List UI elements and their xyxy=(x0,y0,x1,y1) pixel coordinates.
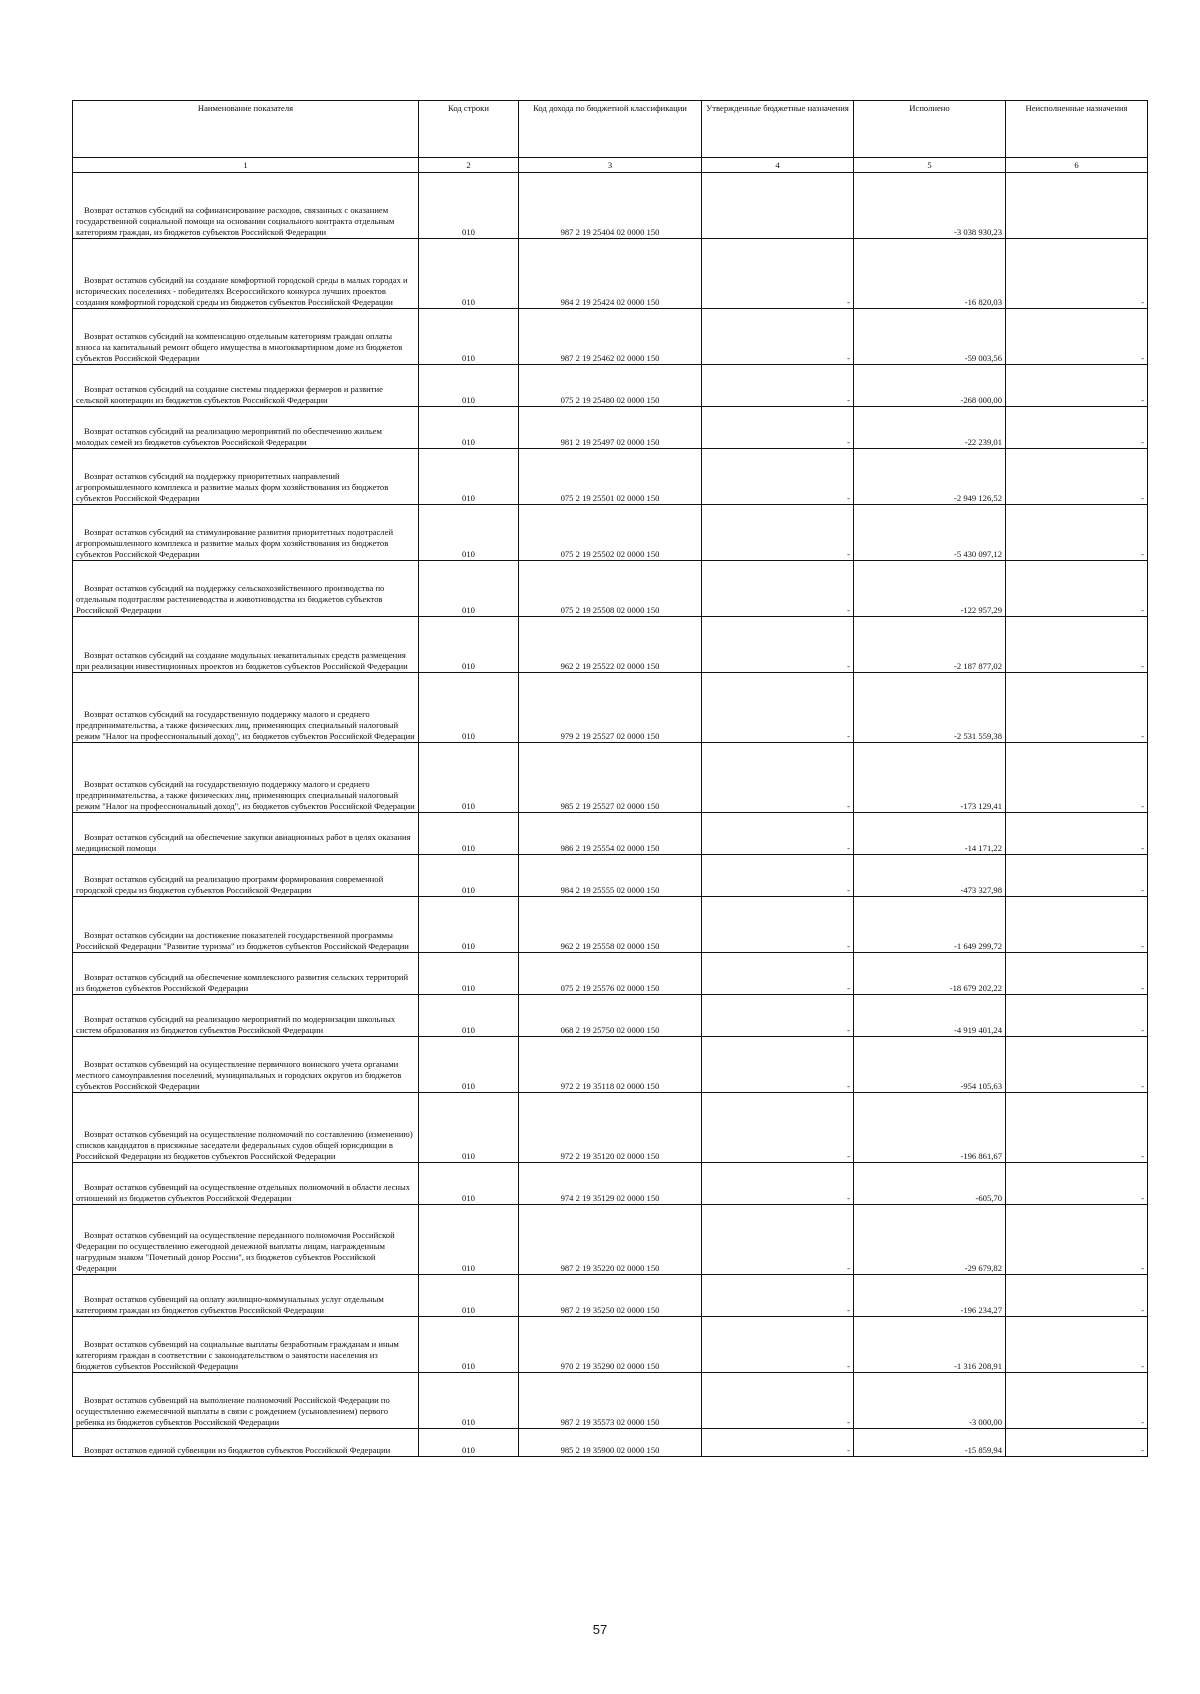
budget-code-cell: 075 2 19 25502 02 0000 150 xyxy=(519,505,702,561)
indicator-name-text: Возврат остатков субсидий на поддержку сельскохозяйственного производства по отдельным подотраслям растениеводства и животноводства из бюджетов субъектов Российской Федерации xyxy=(76,583,385,615)
executed-cell: -473 327,98 xyxy=(854,855,1006,897)
budget-code-cell: 981 2 19 25497 02 0000 150 xyxy=(519,407,702,449)
indicator-name-text: Возврат остатков субсидий на реализацию программ формирования современной городской среды из бюджетов субъектов Российской Федерации xyxy=(76,874,384,895)
page-number: 57 xyxy=(592,1622,608,1637)
approved-cell: - xyxy=(702,897,854,953)
header-unexecuted: Неисполненные назначения xyxy=(1006,101,1148,158)
unexecuted-cell: - xyxy=(1006,505,1148,561)
indicator-name-cell xyxy=(73,1429,419,1457)
indicator-name-cell xyxy=(73,1205,419,1275)
indicator-name-text: Возврат остатков субсидий на поддержку приоритетных направлений агропромышленного комплекса и развитие малых форм хозяйствования из бюджетов субъектов Российской Федерации xyxy=(76,471,389,503)
indicator-name-cell xyxy=(73,449,419,505)
budget-code-cell: 962 2 19 25558 02 0000 150 xyxy=(519,897,702,953)
approved-cell xyxy=(702,173,854,239)
indicator-name-text: Возврат остатков субсидий на создание комфортной городской среды в малых городах и исторических поселениях - победителях Всероссийского конкурса лучших проектов создания комфортной городской среды из бюджетов субъектов Российской Федерации xyxy=(76,275,408,307)
table-row xyxy=(73,407,1148,449)
approved-cell: - xyxy=(702,407,854,449)
row-code-cell: 010 xyxy=(419,813,519,855)
approved-cell: - xyxy=(702,309,854,365)
executed-cell: -122 957,29 xyxy=(854,561,1006,617)
row-code-cell: 010 xyxy=(419,617,519,673)
row-code-cell: 010 xyxy=(419,365,519,407)
executed-cell: -3 038 930,23 xyxy=(854,173,1006,239)
approved-cell: - xyxy=(702,1373,854,1429)
table-row xyxy=(73,995,1148,1037)
unexecuted-cell: - xyxy=(1006,365,1148,407)
column-number-row xyxy=(73,158,1148,173)
report-sheet xyxy=(72,100,1147,1457)
unexecuted-cell: - xyxy=(1006,561,1148,617)
executed-cell: -2 531 559,38 xyxy=(854,673,1006,743)
approved-cell: - xyxy=(702,365,854,407)
budget-execution-table xyxy=(72,100,1148,1457)
row-code-cell: 010 xyxy=(419,505,519,561)
unexecuted-cell: - xyxy=(1006,1373,1148,1429)
indicator-name-text: Возврат остатков субсидий на стимулирование развития приоритетных подотраслей агропромышленного комплекса и развитие малых форм хозяйствования из бюджетов субъектов Российской Федерации xyxy=(76,527,394,559)
approved-cell: - xyxy=(702,1317,854,1373)
budget-code-cell: 068 2 19 25750 02 0000 150 xyxy=(519,995,702,1037)
indicator-name-cell xyxy=(73,1037,419,1093)
row-code-cell: 010 xyxy=(419,673,519,743)
budget-code-cell: 985 2 19 35900 02 0000 150 xyxy=(519,1429,702,1457)
budget-code-cell: 987 2 19 25462 02 0000 150 xyxy=(519,309,702,365)
budget-code-cell: 972 2 19 35120 02 0000 150 xyxy=(519,1093,702,1163)
unexecuted-cell: - xyxy=(1006,673,1148,743)
budget-code-cell: 984 2 19 25424 02 0000 150 xyxy=(519,239,702,309)
budget-code-cell: 986 2 19 25554 02 0000 150 xyxy=(519,813,702,855)
indicator-name-cell xyxy=(73,173,419,239)
unexecuted-cell: - xyxy=(1006,617,1148,673)
table-row xyxy=(73,1093,1148,1163)
table-header-row xyxy=(73,101,1148,158)
table-row xyxy=(73,855,1148,897)
header-budget-code: Код дохода по бюджетной классификации xyxy=(519,101,702,158)
executed-cell: -1 316 208,91 xyxy=(854,1317,1006,1373)
indicator-name-cell xyxy=(73,1275,419,1317)
table-row xyxy=(73,309,1148,365)
approved-cell: - xyxy=(702,1429,854,1457)
table-row xyxy=(73,1373,1148,1429)
executed-cell: -5 430 097,12 xyxy=(854,505,1006,561)
table-row xyxy=(73,365,1148,407)
unexecuted-cell: - xyxy=(1006,309,1148,365)
indicator-name-cell xyxy=(73,561,419,617)
indicator-name-text: Возврат остатков субвенций на социальные выплаты безработным гражданам и иным категориям граждан в соответствии с законодательством о занятости населения из бюджетов субъектов Российской Федерации xyxy=(76,1339,399,1371)
approved-cell: - xyxy=(702,505,854,561)
unexecuted-cell: - xyxy=(1006,995,1148,1037)
row-code-cell: 010 xyxy=(419,561,519,617)
approved-cell: - xyxy=(702,239,854,309)
indicator-name-cell xyxy=(73,505,419,561)
unexecuted-cell: - xyxy=(1006,449,1148,505)
unexecuted-cell: - xyxy=(1006,1205,1148,1275)
approved-cell: - xyxy=(702,1275,854,1317)
indicator-name-text: Возврат остатков субсидий на реализацию мероприятий по обеспечению жильем молодых семей из бюджетов субъектов Российской Федерации xyxy=(76,426,382,447)
approved-cell: - xyxy=(702,673,854,743)
indicator-name-cell xyxy=(73,813,419,855)
column-number: 2 xyxy=(419,158,519,173)
indicator-name-text: Возврат остатков субвенций на оплату жилищно-коммунальных услуг отдельным категориям граждан из бюджетов субъектов Российской Федерации xyxy=(76,1294,384,1315)
indicator-name-text: Возврат остатков единой субвенции из бюджетов субъектов Российской Федерации xyxy=(84,1445,391,1455)
table-row xyxy=(73,897,1148,953)
approved-cell: - xyxy=(702,1093,854,1163)
indicator-name-text: Возврат остатков субсидий на компенсацию отдельным категориям граждан оплаты взноса на капитальный ремонт общего имущества в многоквартирном доме из бюджетов субъектов Российской Федерации xyxy=(76,331,403,363)
indicator-name-text: Возврат остатков субвенций на осуществление переданного полномочия Российской Федерации по осуществлению ежегодной денежной выплаты лицам, награжденным нагрудным знаком "Почетный донор России", из бюджетов субъектов Российской Федерации xyxy=(76,1230,395,1273)
approved-cell: - xyxy=(702,855,854,897)
row-code-cell: 010 xyxy=(419,953,519,995)
row-code-cell: 010 xyxy=(419,1163,519,1205)
table-row xyxy=(73,1317,1148,1373)
approved-cell: - xyxy=(702,561,854,617)
table-row xyxy=(73,617,1148,673)
budget-code-cell: 970 2 19 35290 02 0000 150 xyxy=(519,1317,702,1373)
executed-cell: -59 003,56 xyxy=(854,309,1006,365)
header-row-code: Код строки xyxy=(419,101,519,158)
unexecuted-cell: - xyxy=(1006,813,1148,855)
table-row xyxy=(73,1275,1148,1317)
unexecuted-cell: - xyxy=(1006,897,1148,953)
indicator-name-cell xyxy=(73,673,419,743)
executed-cell: -2 949 126,52 xyxy=(854,449,1006,505)
indicator-name-text: Возврат остатков субвенций на осуществление полномочий по составлению (изменению) списков кандидатов в присяжные заседатели федеральных судов общей юрисдикции в Российской Федерации из бюджетов субъектов Российской Федерации xyxy=(76,1129,413,1161)
executed-cell: -954 105,63 xyxy=(854,1037,1006,1093)
row-code-cell: 010 xyxy=(419,855,519,897)
row-code-cell: 010 xyxy=(419,1205,519,1275)
indicator-name-text: Возврат остатков субсидий на реализацию мероприятий по модернизации школьных систем образования из бюджетов субъектов Российской Федерации xyxy=(76,1014,396,1035)
executed-cell: -4 919 401,24 xyxy=(854,995,1006,1037)
row-code-cell: 010 xyxy=(419,1373,519,1429)
executed-cell: -268 000,00 xyxy=(854,365,1006,407)
indicator-name-cell xyxy=(73,617,419,673)
indicator-name-cell xyxy=(73,309,419,365)
table-row xyxy=(73,813,1148,855)
indicator-name-cell xyxy=(73,743,419,813)
approved-cell: - xyxy=(702,617,854,673)
indicator-name-text: Возврат остатков субсидий на государственную поддержку малого и среднего предпринимательства, а также физических лиц, применяющих специальный налоговый режим "Налог на профессиональный доход", из бюджетов субъектов Российской Федерации xyxy=(76,709,415,741)
table-row xyxy=(73,505,1148,561)
column-number: 4 xyxy=(702,158,854,173)
indicator-name-cell xyxy=(73,1093,419,1163)
unexecuted-cell: - xyxy=(1006,1037,1148,1093)
row-code-cell: 010 xyxy=(419,407,519,449)
indicator-name-text: Возврат остатков субсидий на софинансирование расходов, связанных с оказанием государственной социальной помощи на основании социального контракта отдельным категориям граждан, из бюджетов субъектов Российской Федерации xyxy=(76,205,395,237)
unexecuted-cell: - xyxy=(1006,1163,1148,1205)
unexecuted-cell: - xyxy=(1006,1317,1148,1373)
indicator-name-text: Возврат остатков субсидий на государственную поддержку малого и среднего предпринимательства, а также физических лиц, применяющих специальный налоговый режим "Налог на профессиональный доход", из бюджетов субъектов Российской Федерации xyxy=(76,779,415,811)
budget-code-cell: 075 2 19 25501 02 0000 150 xyxy=(519,449,702,505)
column-number: 5 xyxy=(854,158,1006,173)
row-code-cell: 010 xyxy=(419,1093,519,1163)
executed-cell: -2 187 877,02 xyxy=(854,617,1006,673)
approved-cell: - xyxy=(702,449,854,505)
executed-cell: -29 679,82 xyxy=(854,1205,1006,1275)
unexecuted-cell: - xyxy=(1006,1093,1148,1163)
unexecuted-cell: - xyxy=(1006,743,1148,813)
budget-code-cell: 987 2 19 35250 02 0000 150 xyxy=(519,1275,702,1317)
executed-cell: -22 239,01 xyxy=(854,407,1006,449)
table-row xyxy=(73,673,1148,743)
row-code-cell: 010 xyxy=(419,743,519,813)
executed-cell: -196 234,27 xyxy=(854,1275,1006,1317)
unexecuted-cell: - xyxy=(1006,855,1148,897)
row-code-cell: 010 xyxy=(419,1037,519,1093)
table-row xyxy=(73,1037,1148,1093)
approved-cell: - xyxy=(702,813,854,855)
table-row xyxy=(73,173,1148,239)
header-approved: Утвержденные бюджетные назначения xyxy=(702,101,854,158)
table-row xyxy=(73,743,1148,813)
table-body xyxy=(73,173,1148,1457)
budget-code-cell: 987 2 19 35573 02 0000 150 xyxy=(519,1373,702,1429)
indicator-name-text: Возврат остатков субвенций на выполнение полномочий Российской Федерации по осуществлению ежемесячной выплаты в связи с рождением (усыновлением) первого ребенка из бюджетов субъектов Российской Федерации xyxy=(76,1395,390,1427)
executed-cell: -196 861,67 xyxy=(854,1093,1006,1163)
budget-code-cell: 984 2 19 25555 02 0000 150 xyxy=(519,855,702,897)
row-code-cell: 010 xyxy=(419,1429,519,1457)
budget-code-cell: 075 2 19 25508 02 0000 150 xyxy=(519,561,702,617)
table-row xyxy=(73,1205,1148,1275)
indicator-name-cell xyxy=(73,365,419,407)
executed-cell: -16 820,03 xyxy=(854,239,1006,309)
budget-code-cell: 075 2 19 25480 02 0000 150 xyxy=(519,365,702,407)
table-row xyxy=(73,1429,1148,1457)
row-code-cell: 010 xyxy=(419,449,519,505)
budget-code-cell: 985 2 19 25527 02 0000 150 xyxy=(519,743,702,813)
table-row xyxy=(73,239,1148,309)
indicator-name-cell xyxy=(73,1163,419,1205)
indicator-name-text: Возврат остатков субсидии на достижение показателей государственной программы Российской Федерации "Развитие туризма" из бюджетов субъектов Российской Федерации xyxy=(76,930,409,951)
indicator-name-text: Возврат остатков субвенций на осуществление отдельных полномочий в области лесных отношений из бюджетов субъектов Российской Федерации xyxy=(76,1182,411,1203)
budget-code-cell: 974 2 19 35129 02 0000 150 xyxy=(519,1163,702,1205)
executed-cell: -173 129,41 xyxy=(854,743,1006,813)
row-code-cell: 010 xyxy=(419,1317,519,1373)
indicator-name-cell xyxy=(73,239,419,309)
unexecuted-cell: - xyxy=(1006,953,1148,995)
executed-cell: -14 171,22 xyxy=(854,813,1006,855)
unexecuted-cell: - xyxy=(1006,1275,1148,1317)
indicator-name-cell xyxy=(73,1317,419,1373)
budget-code-cell: 979 2 19 25527 02 0000 150 xyxy=(519,673,702,743)
budget-code-cell: 075 2 19 25576 02 0000 150 xyxy=(519,953,702,995)
header-indicator-name: Наименование показателя xyxy=(73,101,419,158)
executed-cell: -3 000,00 xyxy=(854,1373,1006,1429)
column-number: 1 xyxy=(73,158,419,173)
row-code-cell: 010 xyxy=(419,897,519,953)
approved-cell: - xyxy=(702,743,854,813)
indicator-name-text: Возврат остатков субсидий на создание модульных некапитальных средств размещения при реализации инвестиционных проектов из бюджетов субъектов Российской Федерации xyxy=(76,650,408,671)
table-row xyxy=(73,953,1148,995)
executed-cell: -1 649 299,72 xyxy=(854,897,1006,953)
approved-cell: - xyxy=(702,953,854,995)
indicator-name-cell xyxy=(73,995,419,1037)
indicator-name-text: Возврат остатков субвенций на осуществление первичного воинского учета органами местного самоуправления поселений, муниципальных и городских округов из бюджетов субъектов Российской Федерации xyxy=(76,1059,402,1091)
executed-cell: -605,70 xyxy=(854,1163,1006,1205)
approved-cell: - xyxy=(702,1037,854,1093)
row-code-cell: 010 xyxy=(419,173,519,239)
budget-code-cell: 962 2 19 25522 02 0000 150 xyxy=(519,617,702,673)
indicator-name-cell xyxy=(73,855,419,897)
indicator-name-text: Возврат остатков субсидий на обеспечение закупки авиационных работ в целях оказания медицинской помощи xyxy=(76,832,411,853)
table-row xyxy=(73,449,1148,505)
header-executed: Исполнено xyxy=(854,101,1006,158)
unexecuted-cell xyxy=(1006,173,1148,239)
row-code-cell: 010 xyxy=(419,995,519,1037)
row-code-cell: 010 xyxy=(419,309,519,365)
approved-cell: - xyxy=(702,1163,854,1205)
indicator-name-cell xyxy=(73,1373,419,1429)
column-number: 6 xyxy=(1006,158,1148,173)
budget-code-cell: 987 2 19 35220 02 0000 150 xyxy=(519,1205,702,1275)
indicator-name-text: Возврат остатков субсидий на обеспечение комплексного развития сельских территорий из бюджетов субъектов Российской Федерации xyxy=(76,972,409,993)
indicator-name-text: Возврат остатков субсидий на создание системы поддержки фермеров и развитие сельской кооперации из бюджетов субъектов Российской Федерации xyxy=(76,384,383,405)
indicator-name-cell xyxy=(73,407,419,449)
budget-code-cell: 972 2 19 35118 02 0000 150 xyxy=(519,1037,702,1093)
budget-code-cell: 987 2 19 25404 02 0000 150 xyxy=(519,173,702,239)
indicator-name-cell xyxy=(73,953,419,995)
unexecuted-cell: - xyxy=(1006,407,1148,449)
approved-cell: - xyxy=(702,1205,854,1275)
row-code-cell: 010 xyxy=(419,1275,519,1317)
table-row xyxy=(73,1163,1148,1205)
row-code-cell: 010 xyxy=(419,239,519,309)
unexecuted-cell: - xyxy=(1006,239,1148,309)
table-row xyxy=(73,561,1148,617)
indicator-name-cell xyxy=(73,897,419,953)
unexecuted-cell: - xyxy=(1006,1429,1148,1457)
executed-cell: -15 859,94 xyxy=(854,1429,1006,1457)
executed-cell: -18 679 202,22 xyxy=(854,953,1006,995)
approved-cell: - xyxy=(702,995,854,1037)
column-number: 3 xyxy=(519,158,702,173)
